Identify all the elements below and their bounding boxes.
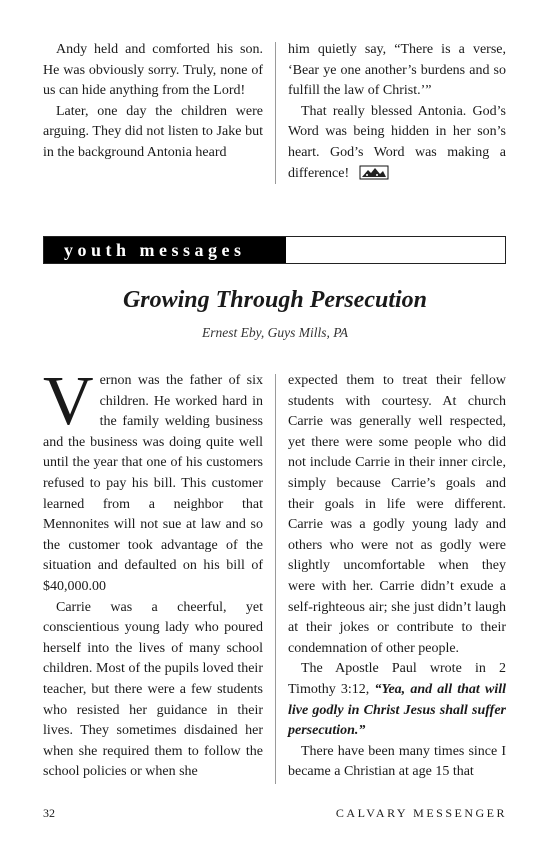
top-right-paragraph-text: That really blessed Antonia. God’s Word was being hidden in her son’s heart. God’s Word was making a difference!: [288, 103, 506, 181]
section-banner: [43, 236, 506, 264]
article-byline: Ernest Eby, Guys Mills, PA: [202, 325, 348, 340]
top-left-column: [43, 40, 263, 164]
article-paragraph: There have been many times since I became a Christian at age 15 that: [288, 743, 506, 780]
article-right-column: [288, 371, 506, 783]
article-column-divider: [275, 374, 276, 784]
top-right-column: [288, 40, 506, 184]
top-left-paragraph: Andy held and comforted his son. He was obviously sorry. Truly, none of us can hide anything from the Lord!: [43, 42, 263, 99]
drop-cap: V: [43, 363, 94, 440]
end-of-article-mark-icon: [359, 165, 389, 180]
top-left-paragraph: Later, one day the children were arguing. They did not listen to Jake but in the background Antonia heard: [43, 103, 263, 160]
section-label: youth messages: [44, 237, 286, 263]
top-column-divider: [275, 42, 276, 184]
article-title: Growing Through Persecution: [122, 287, 428, 313]
scripture-quote: “Yea, and all that will live godly in Christ Jesus shall suffer persecution.”: [288, 681, 506, 739]
article-paragraph-text: ernon was the father of six children. He worked hard in the family welding business and the business was doing quite well until the year that one of his customers refused to pay his bill. This customer learned from a neighbor that Mennonites will not sue at law and so the customer took advantage of the situation and defaulted on his bill of $40,000.00: [43, 373, 263, 594]
article-left-column: [43, 363, 263, 783]
page-number: 32: [43, 806, 55, 820]
article-paragraph: Carrie was a cheerful, yet conscientious young lady who poured herself into the lives of many school children. Most of the pupils loved their teacher, but there were a few students who resisted her guidance in their lives. They sometimes disdained her when she required them to follow the school policies or when she: [43, 599, 263, 780]
top-right-paragraph: [288, 102, 506, 184]
article-paragraph: [43, 363, 263, 598]
top-right-paragraph: him quietly say, “There is a verse, ‘Bear ye one another’s burdens and so fulfill the law of Christ.’”: [288, 42, 506, 99]
publication-name: CALVARY MESSENGER: [335, 806, 507, 820]
article-paragraph: [288, 659, 506, 741]
article-paragraph: expected them to treat their fellow students with courtesy. At church Carrie was generally well respected, yet there were some people who did not include Carrie in their inner circle, simply because Carrie’s goals and their goals in life were different. Carrie was a godly young lady and others who were not as godly were slightly uncomfortable when they were with her. Carrie didn’t exude a self-righteous air; she just didn’t laugh at their jokes or contribute to their condemnation of other people.: [288, 373, 506, 656]
article-paragraph-text: The Apostle Paul wrote in 2 Timothy 3:12,: [288, 661, 506, 697]
